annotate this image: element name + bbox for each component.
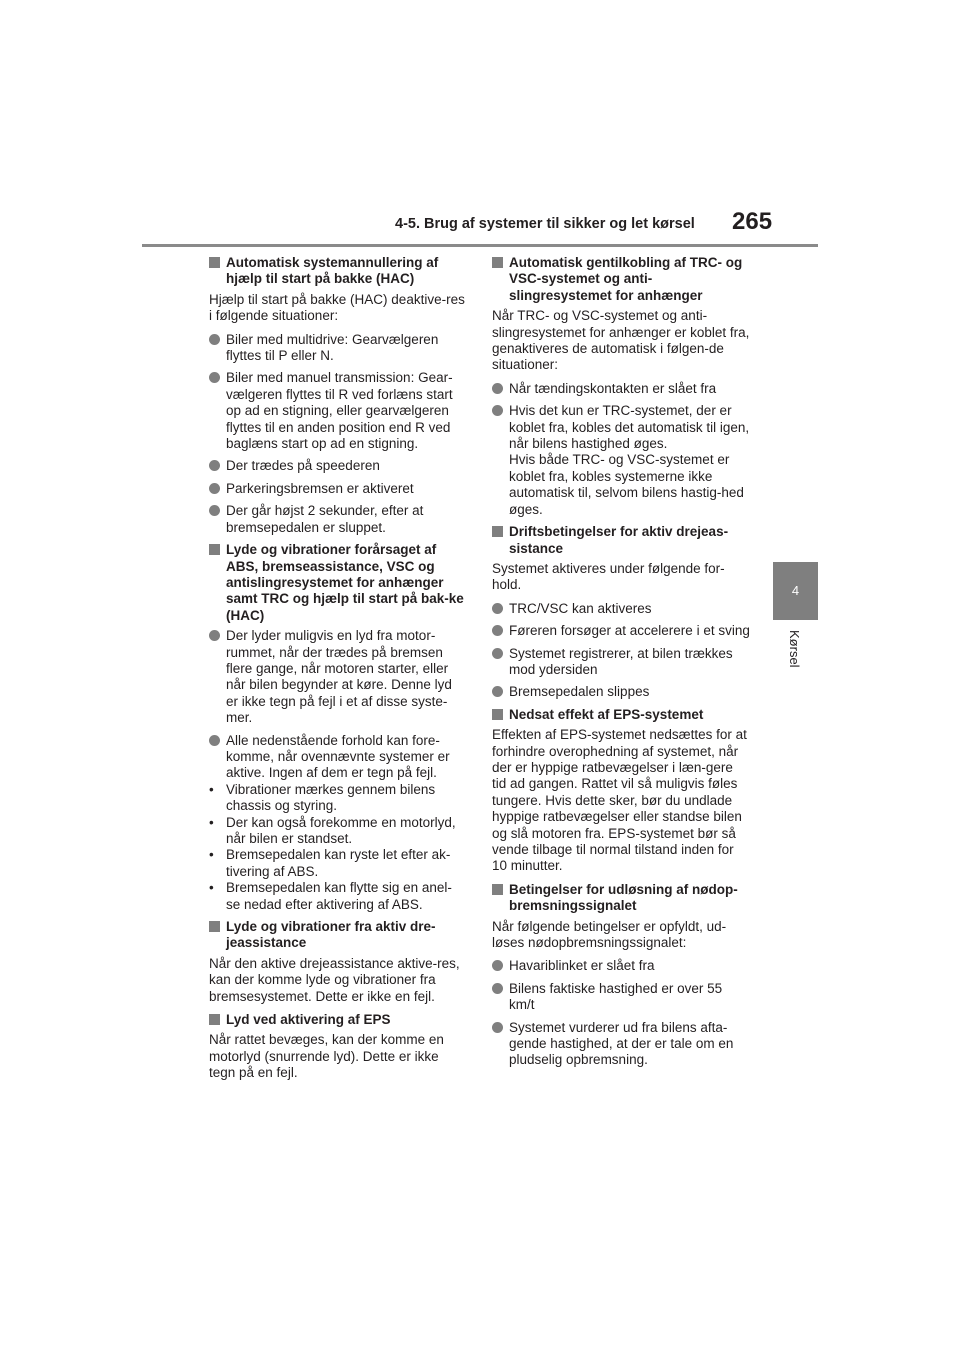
list-item: Der trædes på speederen bbox=[209, 458, 466, 474]
header-title: 4-5. Brug af systemer til sikker og let kørsel bbox=[395, 216, 695, 232]
section-intro: Hjælp til start på bakke (HAC) deaktive-res i følgende situationer: bbox=[209, 291, 465, 324]
section-intro: Når TRC- og VSC-systemet og anti-slingresystemet for anhænger er koblet fra, genaktiveres de automatisk i følgen-de situationer: bbox=[492, 308, 750, 373]
sub-list-item: • Der kan også forekomme en motorlyd, når bilen er standset. bbox=[209, 815, 466, 848]
list-item: TRC/VSC kan aktiveres bbox=[492, 601, 750, 617]
section-text: Effekten af EPS-systemet nedsættes for at forhindre overophedning af systemet, når der er hyppige ratbevægelser i læn-gere tid ad gangen. Rattet vil så muligvis føles tungere. Hvis dette sker, bør du undlade hyppige ratbevægelser eller standse bilen og slå motoren fra. EPS-systemet bør så vende tilbage til normal tilstand inden for 10 minutter. bbox=[492, 727, 747, 874]
section-eps-reduced bbox=[492, 707, 750, 875]
section-eps-sound bbox=[209, 1012, 466, 1082]
list-item: Alle nedenstående forhold kan fore-komme, når ovennævnte systemer er aktive. Ingen af dem er tegn på fejl. bbox=[209, 733, 466, 782]
list-item: Der lyder muligvis en lyd fra motor-rummet, når der trædes på bremsen flere gange, når motoren starter, eller når bilen begynder at køre. Denne lyd er ikke tegn på fejl i et af disse syste-mer. bbox=[209, 628, 466, 726]
section-heading: Automatisk gentilkobling af TRC- og VSC-systemet og anti-slingresystemet for anhænger bbox=[492, 255, 750, 304]
section-abs-sounds bbox=[209, 542, 466, 913]
list-item bbox=[492, 403, 750, 518]
sub-list bbox=[209, 782, 466, 913]
list-item: Havariblinket er slået fra bbox=[492, 958, 750, 974]
section-text: Når rattet bevæges, kan der komme en motorlyd (snurrende lyd). Dette er ikke tegn på en fejl. bbox=[209, 1032, 444, 1081]
header-rule bbox=[142, 244, 818, 247]
page-number: 265 bbox=[732, 208, 773, 235]
sub-list-item: • Vibrationer mærkes gennem bilens chassis og styring. bbox=[209, 782, 466, 815]
chapter-tab: 4 bbox=[773, 562, 818, 620]
list-item: Biler med manuel transmission: Gear-vælgeren flyttes til R ved forlæns start op ad en stigning, eller gearvælgeren flyttes til en anden position end R ved baglæns start op ad en stigning. bbox=[209, 370, 466, 452]
list-item: Føreren forsøger at accelerere i et sving bbox=[492, 623, 750, 639]
chapter-label: Kørsel bbox=[787, 630, 802, 668]
list-item: Der går højst 2 sekunder, efter at bremsepedalen er sluppet. bbox=[209, 503, 466, 536]
section-heading: Driftsbetingelser for aktiv drejeas-sistance bbox=[492, 524, 750, 557]
section-heading: Betingelser for udløsning af nødop-bremsningssignalet bbox=[492, 882, 750, 915]
list-item: Når tændingskontakten er slået fra bbox=[492, 381, 750, 397]
section-intro: Systemet aktiveres under følgende for-hold. bbox=[492, 560, 725, 593]
right-column bbox=[492, 255, 750, 1075]
list-item-text: Hvis både TRC- og VSC-systemet er koblet fra, kobles systemerne ikke automatisk til, selvom bilens hastig-hed øges. bbox=[509, 452, 744, 517]
list-item-text: Hvis det kun er TRC-systemet, der er koblet fra, kobles det automatisk til igen, når bilens hastighed øges. bbox=[509, 403, 750, 452]
section-auto-reactivation bbox=[492, 255, 750, 518]
section-turn-assist-sounds bbox=[209, 919, 466, 1005]
sub-list-item: • Bremsepedalen kan flytte sig en anel-se nedad efter aktivering af ABS. bbox=[209, 880, 466, 913]
list-item: Parkeringsbremsen er aktiveret bbox=[209, 481, 466, 497]
section-text: Når den aktive drejeassistance aktive-res, kan der komme lyde og vibrationer fra bremsesystemet. Dette er ikke en fejl. bbox=[209, 955, 460, 1004]
section-hac-cancel bbox=[209, 255, 466, 536]
list-item: Biler med multidrive: Gearvælgeren flyttes til P eller N. bbox=[209, 332, 466, 365]
section-heading: Lyde og vibrationer forårsaget af ABS, bremseassistance, VSC og antislingresystemet for anhænger samt TRC og hjælp til start på bak-ke (HAC) bbox=[209, 542, 466, 624]
left-column bbox=[209, 255, 466, 1089]
list-item: Bilens faktiske hastighed er over 55 km/t bbox=[492, 981, 750, 1014]
sub-list-item: • Bremsepedalen kan ryste let efter ak-tivering af ABS. bbox=[209, 847, 466, 880]
list-item: Systemet vurderer ud fra bilens afta-gende hastighed, at der er tale om en pludselig opbremsning. bbox=[492, 1020, 750, 1069]
list-item: Bremsepedalen slippes bbox=[492, 684, 750, 700]
section-emergency-signal bbox=[492, 882, 750, 1069]
section-heading: Lyde og vibrationer fra aktiv dre-jeassistance bbox=[209, 919, 466, 952]
section-turn-assist-conditions bbox=[492, 524, 750, 701]
list-item: Systemet registrerer, at bilen trækkes mod ydersiden bbox=[492, 646, 750, 679]
section-heading: Lyd ved aktivering af EPS bbox=[209, 1012, 466, 1028]
section-intro: Når følgende betingelser er opfyldt, ud-løses nødopbremsningssignalet: bbox=[492, 918, 727, 951]
section-heading: Automatisk systemannullering af hjælp til start på bakke (HAC) bbox=[209, 255, 466, 288]
section-heading: Nedsat effekt af EPS-systemet bbox=[492, 707, 750, 723]
